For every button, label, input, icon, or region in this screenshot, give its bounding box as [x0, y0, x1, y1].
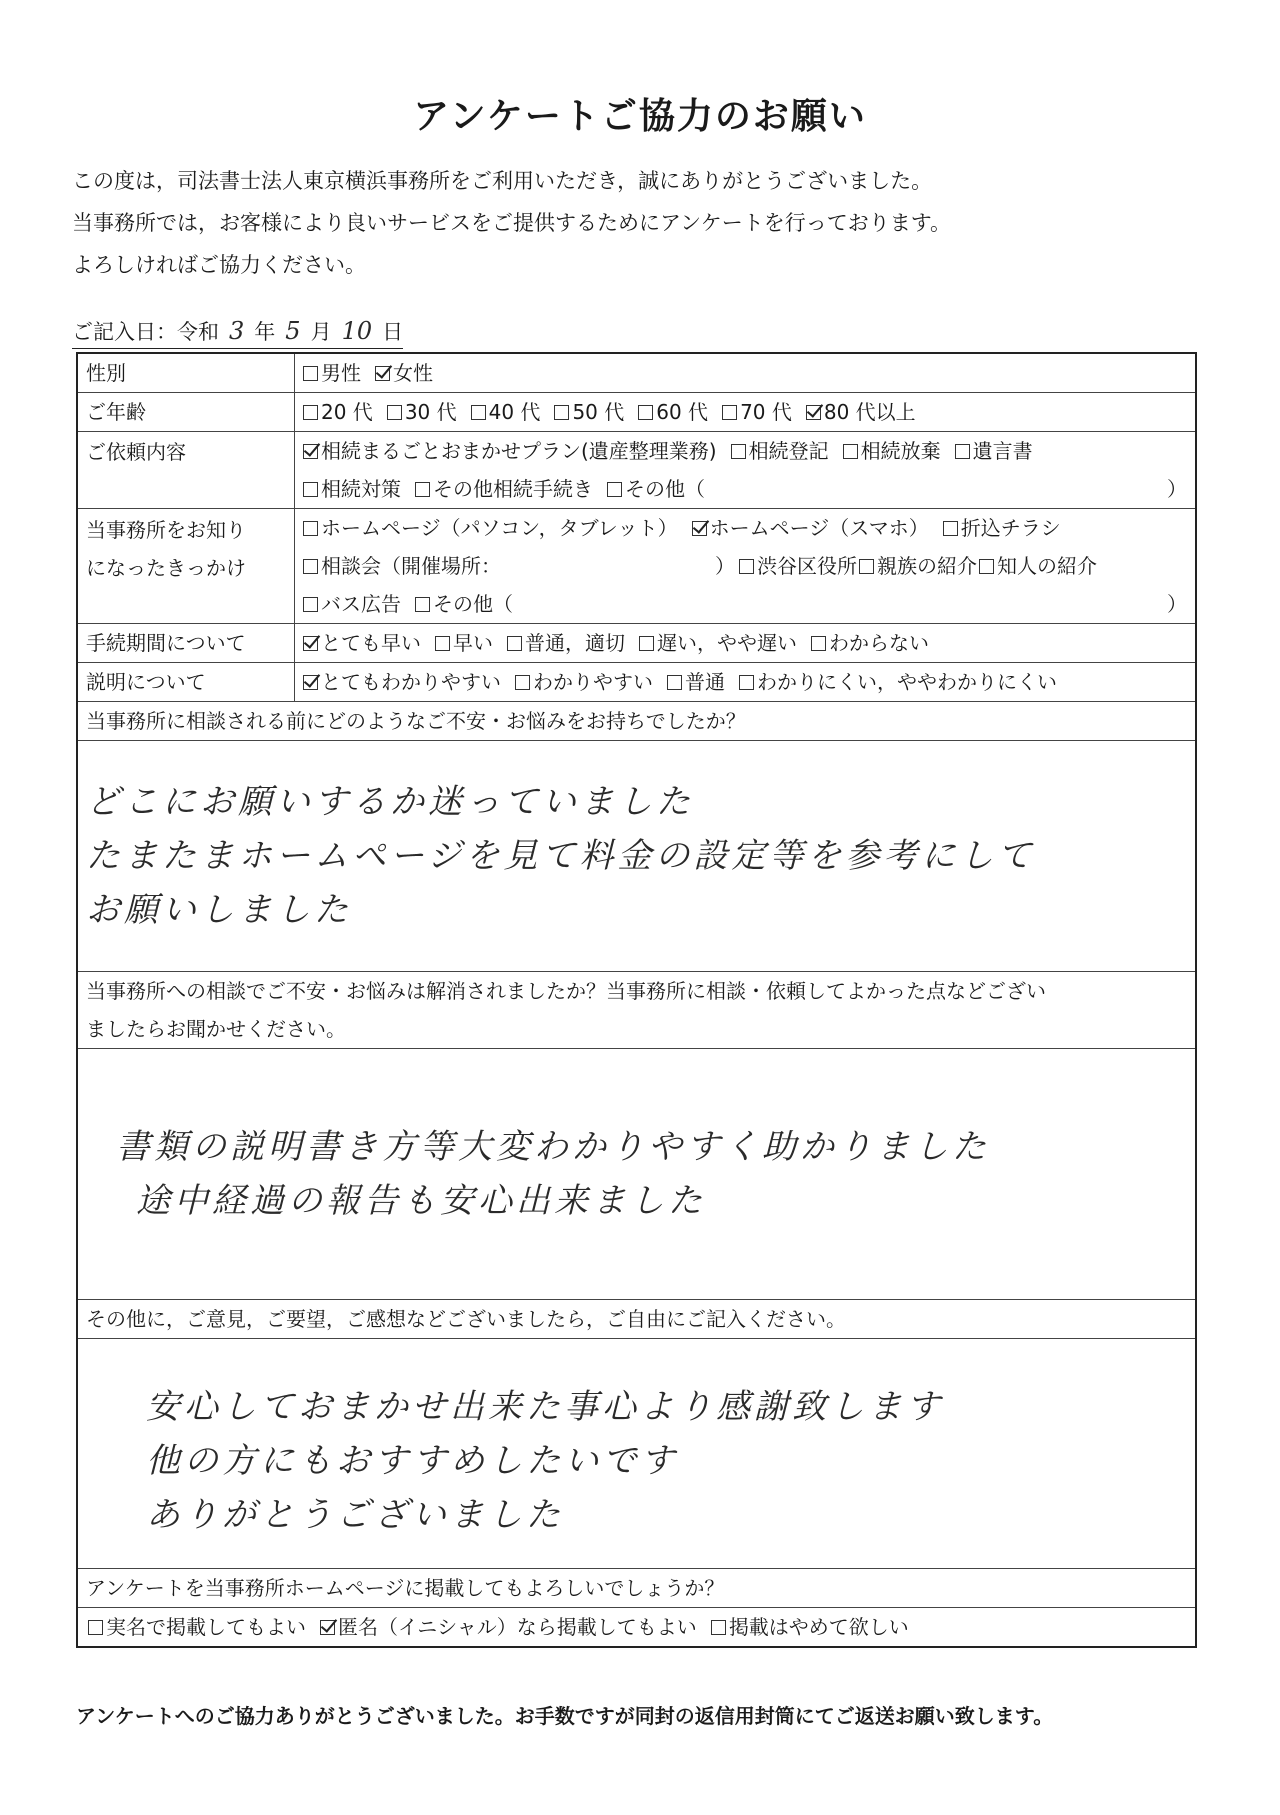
answer-3-line-1: 安心しておまかせ出来た事心より感謝致します [146, 1386, 944, 1427]
answer-2-line-2: 途中経過の報告も安心出来ました [136, 1181, 706, 1221]
answer-1-line-1: どこにお願いするか迷っていました [86, 782, 694, 822]
checkbox-option[interactable] [88, 1608, 306, 1646]
date-year-unit: 年 [254, 320, 276, 344]
checkbox-option[interactable] [303, 509, 678, 547]
checkbox-option[interactable] [711, 1608, 909, 1646]
row-period [77, 624, 1196, 663]
option-label: わかりにくい，ややわかりにくい [757, 670, 1057, 694]
option-label: ホームページ（スマホ） [709, 516, 929, 540]
survey-form [76, 352, 1197, 1648]
option-label: 20 代 [321, 400, 373, 424]
checkbox-icon[interactable] [507, 636, 522, 651]
row-a3 [77, 1339, 1196, 1569]
option-label: 相談会（開催場所： [321, 554, 501, 578]
row-publish-options [77, 1608, 1196, 1648]
option-label: 50 代 [572, 400, 625, 424]
option-label: その他相続手続き [433, 477, 593, 501]
checkbox-icon[interactable] [435, 636, 450, 651]
checkbox-icon[interactable] [955, 444, 970, 459]
date-day[interactable]: 10 [341, 317, 373, 345]
option-label: 40 代 [488, 400, 541, 424]
checkbox-icon[interactable] [415, 482, 430, 497]
checkbox-icon[interactable] [667, 675, 682, 690]
checkbox-icon[interactable] [88, 1620, 103, 1635]
checkbox-option[interactable] [739, 663, 1057, 701]
checkbox-option[interactable] [435, 624, 493, 662]
question-2-line-2: ましたらお聞かせください。 [86, 1017, 346, 1041]
checkbox-option[interactable] [607, 470, 705, 508]
checkbox-option[interactable] [554, 393, 624, 431]
label-age: ご年齢 [77, 393, 295, 432]
checkbox-icon[interactable] [979, 559, 994, 574]
checkbox-icon[interactable] [638, 405, 653, 420]
checkbox-option[interactable] [303, 585, 401, 623]
option-label: 80 代以上 [823, 400, 916, 424]
question-2 [77, 972, 1196, 1049]
label-source [77, 509, 295, 624]
option-label: とても早い [321, 631, 421, 655]
checkbox-icon[interactable] [303, 559, 318, 574]
checkbox-icon[interactable] [515, 675, 530, 690]
checkbox-option[interactable] [731, 432, 829, 470]
row-q1 [77, 702, 1196, 741]
checkbox-option[interactable] [943, 509, 1061, 547]
row-a1 [77, 741, 1196, 972]
checkbox-option[interactable] [303, 393, 373, 431]
date-year[interactable]: 3 [229, 317, 245, 345]
question-1: 当事務所に相談される前にどのようなご不安・お悩みをお持ちでしたか？ [77, 702, 1196, 741]
option-label: 掲載はやめて欲しい [728, 1615, 909, 1639]
answer-1[interactable] [77, 741, 1196, 972]
checkbox-option[interactable] [303, 470, 401, 508]
source-close-paren: ） [1167, 592, 1187, 616]
checkbox-option[interactable] [515, 663, 653, 701]
checkbox-icon[interactable] [859, 559, 874, 574]
row-source [77, 509, 1196, 624]
checkbox-icon[interactable] [303, 521, 318, 536]
checked-box-icon[interactable] [303, 444, 318, 459]
checkbox-icon[interactable] [387, 405, 402, 420]
option-label: わからない [829, 631, 929, 655]
source-venue-close-paren: ） [715, 554, 735, 578]
checkbox-icon[interactable] [303, 482, 318, 497]
option-label: ホームページ（パソコン，タブレット） [321, 516, 678, 540]
label-gender: 性別 [77, 353, 295, 393]
entry-date [72, 316, 403, 349]
checkbox-icon[interactable] [471, 405, 486, 420]
option-label: 男性 [321, 361, 361, 385]
option-label: 遅い，やや遅い [657, 631, 797, 655]
checkbox-option[interactable] [692, 509, 929, 547]
option-label: その他（ [625, 477, 705, 501]
checkbox-icon[interactable] [303, 597, 318, 612]
row-a2 [77, 1049, 1196, 1300]
option-label: 親族の紹介 [877, 554, 977, 578]
intro-text [72, 160, 951, 286]
checkbox-icon[interactable] [943, 521, 958, 536]
option-label: その他（ [433, 592, 513, 616]
option-label: 70 代 [740, 400, 792, 424]
checkbox-icon[interactable] [415, 597, 430, 612]
answer-3-line-3: ありがとうございました [146, 1494, 564, 1535]
page-title: アンケートご協力のお願い [413, 96, 867, 137]
option-label: とてもわかりやすい [321, 670, 501, 694]
label-explanation: 説明について [77, 663, 295, 702]
option-label: 折込チラシ [960, 516, 1061, 540]
checkbox-option[interactable] [859, 547, 977, 585]
option-label: バス広告 [321, 592, 401, 616]
checkbox-icon[interactable] [711, 1620, 726, 1635]
answer-1-line-3: お願いしました [86, 890, 352, 930]
checkbox-option[interactable] [303, 624, 421, 662]
option-label: 遺言書 [972, 439, 1033, 463]
checkbox-icon[interactable] [739, 675, 754, 690]
source-options-1 [303, 509, 1187, 547]
checkbox-option[interactable] [320, 1608, 697, 1646]
option-label: 普通 [685, 670, 725, 694]
row-gender [77, 353, 1196, 393]
checkbox-icon[interactable] [607, 482, 622, 497]
publish-options [88, 1608, 1187, 1646]
request-options-1 [303, 432, 1187, 470]
option-label: 知人の紹介 [997, 554, 1097, 578]
option-label: 60 代 [656, 400, 709, 424]
row-publish-question [77, 1569, 1196, 1608]
checkbox-option[interactable] [843, 432, 941, 470]
option-label: 相続対策 [321, 477, 401, 501]
row-q3 [77, 1300, 1196, 1339]
answer-3-line-2: 他の方にもおすすめしたいです [146, 1440, 679, 1481]
checkbox-icon[interactable] [722, 405, 737, 420]
option-label: 相続登記 [748, 439, 829, 463]
checkbox-option[interactable] [979, 547, 1097, 585]
checkbox-option[interactable] [811, 624, 929, 662]
checkbox-option[interactable] [303, 354, 361, 392]
option-label: 普通，適切 [525, 631, 625, 655]
option-label: 渋谷区役所 [757, 554, 857, 578]
checkbox-icon[interactable] [811, 636, 826, 651]
checkbox-icon[interactable] [731, 444, 746, 459]
label-source-line-2: になったきっかけ [86, 556, 246, 580]
question-3: その他に，ご意見，ご要望，ご感想などございましたら，ご自由にご記入ください。 [77, 1300, 1196, 1339]
date-month[interactable]: 5 [285, 317, 301, 345]
option-label: 早い [453, 631, 493, 655]
label-request: ご依頼内容 [77, 432, 295, 509]
checkbox-option[interactable] [955, 432, 1033, 470]
option-label: 相続放棄 [860, 439, 941, 463]
checked-box-icon[interactable] [375, 366, 390, 381]
checked-box-icon[interactable] [303, 675, 318, 690]
source-options-3 [303, 585, 1187, 623]
option-label: わかりやすい [533, 670, 653, 694]
checkbox-option[interactable] [639, 624, 797, 662]
question-2-line-1: 当事務所への相談でご不安・お悩みは解消されましたか？当事務所に相談・依頼してよかった点などござい [86, 979, 1046, 1003]
age-options [303, 393, 1187, 431]
row-explanation [77, 663, 1196, 702]
option-label: 実名で掲載してもよい [106, 1615, 306, 1639]
checkbox-option[interactable] [387, 393, 457, 431]
request-options-2 [303, 470, 1187, 508]
gender-options [303, 354, 1187, 392]
checkbox-option[interactable] [303, 547, 501, 585]
checkbox-icon[interactable] [303, 366, 318, 381]
footer-note: アンケートへのご協力ありがとうございました。お手数ですが同封の返信用封筒にてご返送お願い致します。 [76, 1704, 1054, 1728]
request-close-paren: ） [1167, 477, 1187, 501]
row-request [77, 432, 1196, 509]
checked-box-icon[interactable] [692, 521, 707, 536]
checkbox-icon[interactable] [303, 405, 318, 420]
option-label: 匿名（イニシャル）なら掲載してもよい [338, 1615, 697, 1639]
checkbox-option[interactable] [638, 393, 708, 431]
checkbox-icon[interactable] [843, 444, 858, 459]
checkbox-option[interactable] [415, 470, 593, 508]
date-prefix: ご記入日：令和 [72, 320, 219, 344]
checkbox-icon[interactable] [739, 559, 754, 574]
label-source-line-1: 当事務所をお知り [86, 518, 246, 542]
option-label: 相続まるごとおまかせプラン(遺産整理業務) [321, 439, 717, 463]
explanation-options [303, 663, 1187, 701]
checkbox-option[interactable] [722, 393, 792, 431]
checked-box-icon[interactable] [806, 405, 821, 420]
answer-1-line-2: たまたまホームページを見て料金の設定等を参考にして [86, 836, 1036, 876]
row-age [77, 393, 1196, 432]
checkbox-option[interactable] [806, 393, 916, 431]
checked-box-icon[interactable] [303, 636, 318, 651]
checkbox-icon[interactable] [639, 636, 654, 651]
intro-line-3: よろしければご協力ください。 [72, 253, 366, 277]
checkbox-option[interactable] [375, 354, 433, 392]
source-options-2 [303, 547, 1187, 585]
checkbox-option[interactable] [303, 663, 501, 701]
checkbox-option[interactable] [471, 393, 541, 431]
period-options [303, 624, 1187, 662]
label-period: 手続期間について [77, 624, 295, 663]
row-q2 [77, 972, 1196, 1049]
intro-line-1: この度は，司法書士法人東京横浜事務所をご利用いただき，誠にありがとうございました。 [72, 169, 933, 193]
checkbox-icon[interactable] [554, 405, 569, 420]
answer-2[interactable] [77, 1049, 1196, 1300]
checked-box-icon[interactable] [320, 1620, 335, 1635]
answer-2-line-1: 書類の説明書き方等大変わかりやすく助かりました [116, 1127, 990, 1167]
checkbox-option[interactable] [415, 585, 513, 623]
checkbox-option[interactable] [667, 663, 725, 701]
checkbox-option[interactable] [739, 547, 857, 585]
checkbox-option[interactable] [507, 624, 625, 662]
date-day-unit: 日 [382, 320, 404, 344]
intro-line-2: 当事務所では，お客様により良いサービスをご提供するためにアンケートを行っております。 [72, 211, 952, 235]
answer-3[interactable] [77, 1339, 1196, 1569]
checkbox-option[interactable] [303, 432, 717, 470]
option-label: 女性 [393, 361, 433, 385]
option-label: 30 代 [404, 400, 457, 424]
publish-question: アンケートを当事務所ホームページに掲載してもよろしいでしょうか？ [77, 1569, 1196, 1608]
date-month-unit: 月 [310, 320, 332, 344]
